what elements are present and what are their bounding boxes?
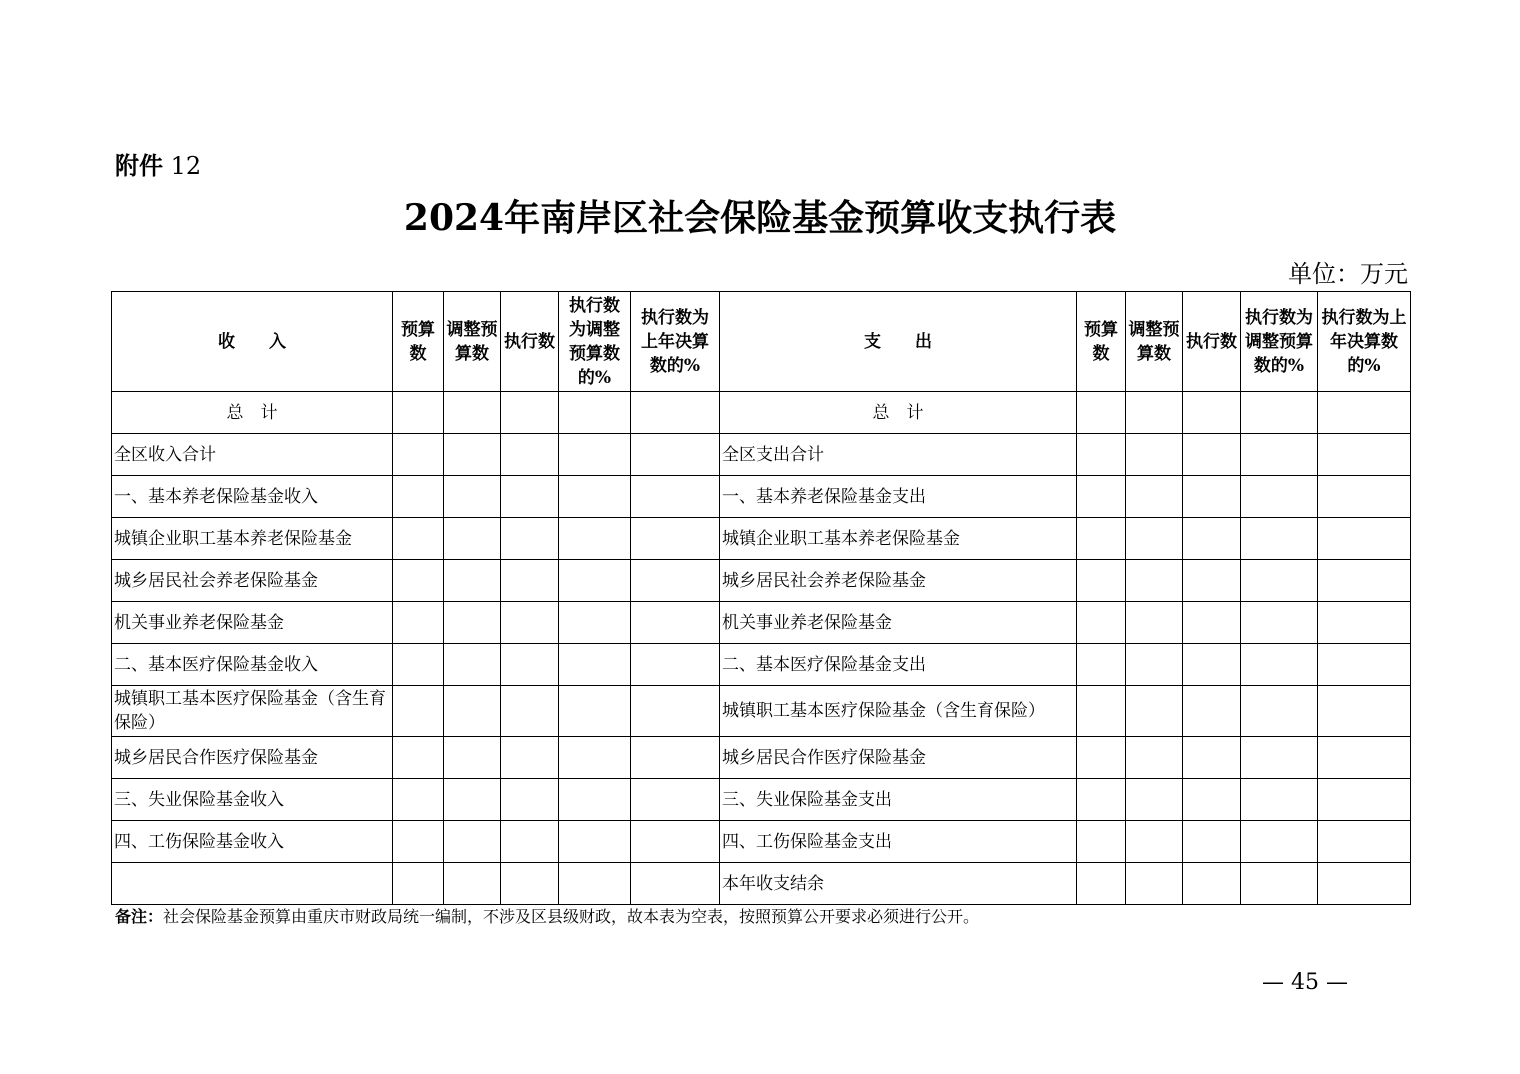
value-cell [444,518,501,560]
value-cell [501,392,559,434]
value-cell [1183,863,1241,905]
value-cell [631,602,720,644]
table-row [112,602,1411,644]
value-cell [1077,863,1126,905]
value-cell [1126,518,1183,560]
table-row [112,434,1411,476]
value-cell [393,686,444,737]
value-cell [1183,686,1241,737]
value-cell [1077,644,1126,686]
page-title: 2024年南岸区社会保险基金预算收支执行表 [403,197,1117,239]
row-label: 一、基本养老保险基金收入 [112,476,393,518]
value-cell [559,392,631,434]
value-cell [444,686,501,737]
value-cell [393,560,444,602]
budget-table [111,291,1411,905]
value-cell [1183,737,1241,779]
row-label: 城镇职工基本医疗保险基金（含生育保险） [720,686,1077,737]
value-cell [631,392,720,434]
value-cell [1183,560,1241,602]
row-label: 总 计 [112,392,393,434]
value-cell [393,392,444,434]
table-row [112,644,1411,686]
row-label: 城乡居民合作医疗保险基金 [112,737,393,779]
value-cell [1077,518,1126,560]
row-label: 全区收入合计 [112,434,393,476]
value-cell [631,863,720,905]
header-pct-last-year: 执行数为上年决算数的% [631,292,720,392]
header-pct-adjusted: 执行数为调整预算数的% [1241,292,1318,392]
value-cell [1077,434,1126,476]
row-label: 城镇职工基本医疗保险基金（含生育保险） [112,686,393,737]
value-cell [393,518,444,560]
unit-label: 单位：万元 [1288,260,1408,288]
value-cell [1318,560,1411,602]
value-cell [444,779,501,821]
table-row [112,821,1411,863]
value-cell [559,476,631,518]
value-cell [1126,602,1183,644]
table-row [112,737,1411,779]
value-cell [559,644,631,686]
value-cell [1241,560,1318,602]
value-cell [1318,779,1411,821]
table-row [112,518,1411,560]
row-label: 城镇企业职工基本养老保险基金 [112,518,393,560]
value-cell [1183,392,1241,434]
value-cell [1318,434,1411,476]
value-cell [1241,644,1318,686]
table-row [112,560,1411,602]
value-cell [1126,863,1183,905]
row-label: 总 计 [720,392,1077,434]
row-label: 城乡居民社会养老保险基金 [112,560,393,602]
value-cell [444,644,501,686]
value-cell [1126,560,1183,602]
value-cell [1241,392,1318,434]
value-cell [1077,560,1126,602]
header-pct-last-year: 执行数为上年决算数的% [1318,292,1411,392]
value-cell [1318,518,1411,560]
value-cell [444,434,501,476]
value-cell [393,863,444,905]
value-cell [631,779,720,821]
value-cell [631,686,720,737]
value-cell [559,518,631,560]
value-cell [393,644,444,686]
value-cell [393,476,444,518]
row-label: 全区支出合计 [720,434,1077,476]
value-cell [559,821,631,863]
table-row [112,863,1411,905]
value-cell [501,644,559,686]
footnote: 备注：社会保险基金预算由重庆市财政局统一编制，不涉及区县级财政，故本表为空表，按照预算公开要求必须进行公开。 [115,907,980,926]
header-adjusted: 调整预算数 [444,292,501,392]
value-cell [631,560,720,602]
header-adjusted: 调整预算数 [1126,292,1183,392]
value-cell [1241,434,1318,476]
value-cell [1318,686,1411,737]
value-cell [1241,737,1318,779]
value-cell [559,779,631,821]
value-cell [1077,779,1126,821]
value-cell [501,476,559,518]
value-cell [1318,602,1411,644]
value-cell [631,737,720,779]
value-cell [393,821,444,863]
value-cell [1126,779,1183,821]
value-cell [559,602,631,644]
value-cell [1241,686,1318,737]
header-budget: 预算数 [393,292,444,392]
value-cell [559,737,631,779]
table-row [112,476,1411,518]
value-cell [1126,476,1183,518]
value-cell [501,821,559,863]
page-number: — 45 — [1262,970,1348,995]
value-cell [1126,686,1183,737]
header-executed: 执行数 [501,292,559,392]
row-label: 一、基本养老保险基金支出 [720,476,1077,518]
value-cell [444,821,501,863]
value-cell [1126,644,1183,686]
value-cell [1318,392,1411,434]
value-cell [631,644,720,686]
header-expense: 支 出 [720,292,1077,392]
value-cell [444,392,501,434]
value-cell [1077,602,1126,644]
value-cell [1077,476,1126,518]
value-cell [631,434,720,476]
value-cell [501,686,559,737]
value-cell [1318,863,1411,905]
value-cell [393,434,444,476]
value-cell [1183,434,1241,476]
value-cell [1183,602,1241,644]
value-cell [1183,476,1241,518]
value-cell [559,434,631,476]
value-cell [1318,644,1411,686]
value-cell [559,560,631,602]
value-cell [559,863,631,905]
table-row [112,779,1411,821]
value-cell [1077,392,1126,434]
row-label: 二、基本医疗保险基金收入 [112,644,393,686]
row-label [112,863,393,905]
value-cell [501,434,559,476]
value-cell [1183,779,1241,821]
table-row [112,686,1411,737]
header-row [112,292,1411,392]
row-label: 四、工伤保险基金收入 [112,821,393,863]
row-label: 本年收支结余 [720,863,1077,905]
value-cell [1241,602,1318,644]
row-label: 城镇企业职工基本养老保险基金 [720,518,1077,560]
value-cell [1126,434,1183,476]
value-cell [1318,821,1411,863]
header-budget: 预算数 [1077,292,1126,392]
value-cell [393,779,444,821]
value-cell [501,602,559,644]
header-pct-adjusted: 执行数为调整预算数的% [559,292,631,392]
value-cell [393,602,444,644]
value-cell [1241,863,1318,905]
value-cell [1318,476,1411,518]
row-label: 机关事业养老保险基金 [720,602,1077,644]
attachment-label: 附件 12 [115,152,202,180]
value-cell [1126,392,1183,434]
value-cell [1077,737,1126,779]
row-label: 四、工伤保险基金支出 [720,821,1077,863]
value-cell [444,863,501,905]
value-cell [1183,644,1241,686]
value-cell [631,476,720,518]
row-label: 二、基本医疗保险基金支出 [720,644,1077,686]
value-cell [631,518,720,560]
value-cell [1241,518,1318,560]
value-cell [1241,476,1318,518]
value-cell [1318,737,1411,779]
value-cell [501,863,559,905]
value-cell [501,560,559,602]
row-label: 机关事业养老保险基金 [112,602,393,644]
value-cell [1241,821,1318,863]
value-cell [1241,779,1318,821]
header-income: 收 入 [112,292,393,392]
value-cell [444,602,501,644]
value-cell [501,737,559,779]
value-cell [501,518,559,560]
header-executed: 执行数 [1183,292,1241,392]
table-body [112,392,1411,905]
row-label: 城乡居民合作医疗保险基金 [720,737,1077,779]
row-label: 三、失业保险基金支出 [720,779,1077,821]
value-cell [1077,821,1126,863]
value-cell [1126,821,1183,863]
value-cell [393,737,444,779]
value-cell [1126,737,1183,779]
value-cell [1077,686,1126,737]
value-cell [444,560,501,602]
row-label: 城乡居民社会养老保险基金 [720,560,1077,602]
value-cell [1183,518,1241,560]
value-cell [444,476,501,518]
value-cell [1183,821,1241,863]
row-label: 三、失业保险基金收入 [112,779,393,821]
value-cell [631,821,720,863]
value-cell [444,737,501,779]
value-cell [559,686,631,737]
value-cell [501,779,559,821]
table-row [112,392,1411,434]
